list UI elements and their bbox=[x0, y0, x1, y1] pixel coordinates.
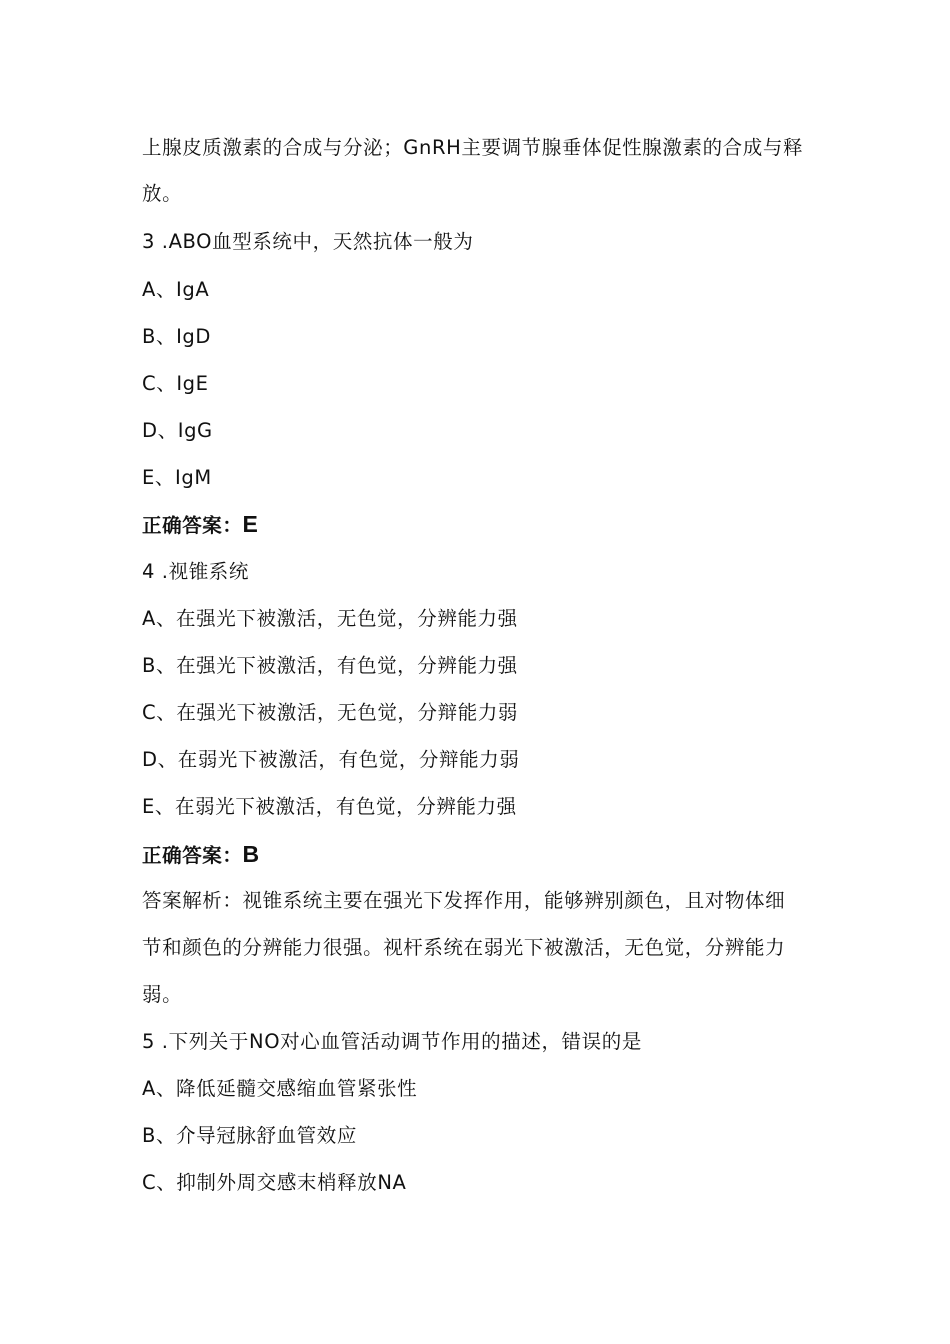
question-4-option-c: C、在强光下被激活，无色觉，分辩能力弱 bbox=[142, 701, 519, 724]
question-5-option-a: A、降低延髓交感缩血管紧张性 bbox=[142, 1077, 418, 1100]
question-4-option-b: B、在强光下被激活，有色觉，分辨能力强 bbox=[142, 654, 518, 677]
question-3-option-e: E、IgM bbox=[142, 466, 212, 489]
question-4-explanation-line-3: 弱。 bbox=[142, 983, 183, 1006]
question-3-stem: 3 .ABO血型系统中，天然抗体一般为 bbox=[142, 230, 474, 253]
question-3-option-c: C、IgE bbox=[142, 372, 209, 395]
question-5-stem: 5 .下列关于NO对心血管活动调节作用的描述，错误的是 bbox=[142, 1030, 642, 1053]
question-5-option-c: C、抑制外周交感末梢释放NA bbox=[142, 1171, 407, 1194]
answer-value: E bbox=[242, 511, 259, 537]
answer-value: B bbox=[242, 841, 260, 867]
question-3-answer bbox=[142, 510, 832, 540]
question-4-option-a: A、在强光下被激活，无色觉，分辨能力强 bbox=[142, 607, 518, 630]
question-4-answer bbox=[142, 840, 832, 870]
question-3-option-d: D、IgG bbox=[142, 419, 213, 442]
question-4-option-d: D、在弱光下被激活，有色觉，分辩能力弱 bbox=[142, 748, 520, 771]
question-3-option-a: A、IgA bbox=[142, 278, 210, 301]
intro-line-2: 放。 bbox=[142, 182, 183, 205]
answer-label: 正确答案： bbox=[142, 844, 243, 867]
question-3-option-b: B、IgD bbox=[142, 325, 212, 348]
answer-label: 正确答案： bbox=[142, 514, 243, 537]
question-5-option-b: B、介导冠脉舒血管效应 bbox=[142, 1124, 357, 1147]
intro-line-1: 上腺皮质激素的合成与分泌；GnRH主要调节腺垂体促性腺激素的合成与释 bbox=[142, 136, 804, 159]
question-4-explanation-line-2: 节和颜色的分辨能力很强。视杆系统在弱光下被激活，无色觉，分辨能力 bbox=[142, 936, 786, 959]
question-4-explanation-line-1: 答案解析：视锥系统主要在强光下发挥作用，能够辨别颜色，且对物体细 bbox=[142, 889, 786, 912]
question-4-stem: 4 .视锥系统 bbox=[142, 560, 250, 583]
question-4-option-e: E、在弱光下被激活，有色觉，分辨能力强 bbox=[142, 795, 517, 818]
